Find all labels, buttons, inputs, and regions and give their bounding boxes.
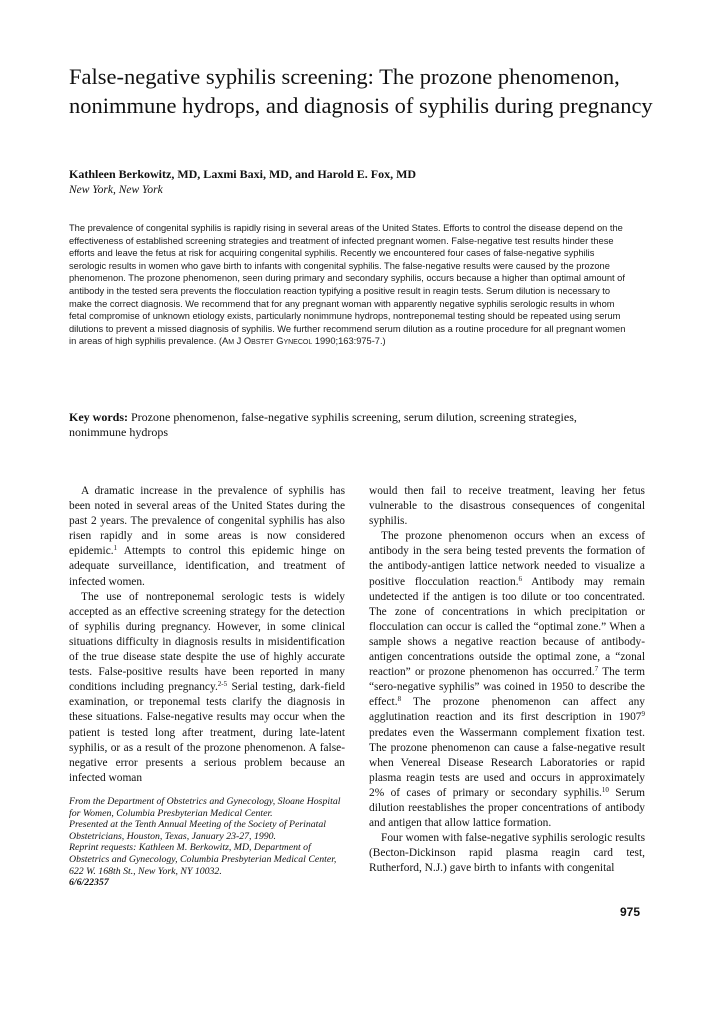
body-paragraph: would then fail to receive treatment, leaving her fetus vulnerable to the disastrous consequences of congenital syphilis. — [369, 485, 645, 528]
citation-rest: 1990;163:975-7.) — [312, 336, 386, 347]
body-text: Serum dilution reestablishes the proper concentrations of antibody and antigen that allow lattice formation. — [369, 786, 645, 830]
citation-open: ( — [218, 336, 222, 347]
citation-journal: Am J Obstet Gynecol — [222, 336, 313, 347]
article-title: False-negative syphilis screening: The prozone phenomenon, nonimmune hydrops, and diagnosis of syphilis during pregnancy — [69, 64, 653, 118]
footnote-presented: Presented at the Tenth Annual Meeting of the Society of Perinatal Obstetricians, Houston, Texas, January 23-27, 1990. — [69, 819, 327, 842]
keywords-text: Prozone phenomenon, false-negative syphilis screening, serum dilution, screening strategies, nonimmune hydrops — [69, 410, 577, 439]
author-list: Kathleen Berkowitz, MD, Laxmi Baxi, MD, and Harold E. Fox, MD — [69, 167, 417, 181]
body-text: Serial testing, dark-field examination, or treponemal tests clarify the diagnosis in these situations. False-negative results may occur when the patient is tested long after treatment, during late-latent syphilis, or as a result of the prozone phenomenon. A false-negative error presents a serious problem because an infected woman — [69, 681, 345, 784]
reference-mark: 9 — [641, 710, 645, 719]
page-number: 975 — [620, 905, 641, 919]
body-text: The term “sero-negative syphilis” was coined in 1950 to describe the effect. — [369, 666, 646, 709]
body-text: predates even the Wassermann complement fixation test. The prozone phenomenon can cause a false-negative result when Venereal Disease Research Laboratories or rapid plasma reagin tests are used and occurs in approximately 2% of cases of primary or secondary syphilis. — [369, 726, 645, 799]
reference-mark: 1 — [113, 544, 118, 553]
body-paragraph: Four women with false-negative syphilis serologic results (Becton-Dickinson rapid plasma reagin card test, Rutherford, N.J.) gave birth to infants with congenital — [369, 832, 645, 875]
body-text: Attempts to control this epidemic hinge on adequate surveillance, identification, and treatment of infected women. — [69, 545, 345, 588]
footnote-affiliation: From the Department of Obstetrics and Gynecology, Sloane Hospital for Women, Columbia Presbyterian Medical Center. — [69, 796, 341, 819]
body-text: Antibody may remain undetected if the antigen is too dilute or too concentrated. The zone of concentrations in which precipitation or flocculation can occur is called the “optimal zone.” When a sample shows a negative reaction because of antibody-antigen concentrations outside the optimal zone, a “zonal reaction” or prozone phenomenon has occurred. — [369, 575, 645, 679]
reference-mark: 10 — [601, 785, 609, 794]
reference-mark: 6 — [518, 574, 523, 583]
affiliation-footnote — [69, 796, 345, 889]
keywords — [69, 410, 629, 440]
reference-mark: 8 — [397, 695, 402, 704]
body-column-right — [369, 484, 645, 876]
author-location: New York, New York — [69, 184, 163, 196]
body-text: The use of nontreponemal serologic tests is widely accepted as an effective screening strategy for the detection of syphilis during pregnancy. However, in some clinical situations difficulty in diagnosis results in misidentification of the true disease state despite the use of highly accurate tests. False-positive results have been reported in many conditions including pregnancy. — [69, 590, 345, 694]
body-text: The prozone phenomenon occurs when an excess of antibody in the sera being tested prevents the formation of the antibody-antigen lattice network needed to visualize a positive flocculation reaction. — [369, 530, 645, 588]
reference-mark: 7 — [594, 665, 599, 674]
body-paragraph — [69, 484, 345, 590]
body-text: A dramatic increase in the prevalence of syphilis has been noted in several areas of the United States during the past 2 years. The prevalence of congenital syphilis has also risen rapidly and in some areas is now considered epidemic. — [69, 485, 345, 558]
footnote-reprint: Reprint requests: Kathleen M. Berkowitz, MD, Department of Obstetrics and Gynecology, Columbia Presbyterian Medical Center, 622 W. 168th St., New York, NY 10032. — [69, 842, 337, 877]
body-text: The prozone phenomenon can affect any agglutination reaction and its first description in 1907 — [369, 696, 645, 724]
keywords-label: Key words: — [69, 410, 128, 424]
body-paragraph — [369, 529, 645, 831]
reference-mark: 2-5 — [217, 680, 228, 689]
body-paragraph — [69, 590, 345, 786]
abstract-text: The prevalence of congenital syphilis is rapidly rising in several areas of the United States. Efforts to control the disease depend on the effectiveness of established screening strategies and treatment of infected pregnant women. False-negative test results hinder these efforts and leave the fetus at risk for acquiring congenital syphilis. Recently we encountered four cases of false-negative syphilis serologic results in women who gave birth to infants with congenital syphilis. The false-negative results were caused by the prozone phenomenon. The prozone phenomenon, seen during primary and secondary syphilis, occurs because a higher than optimal amount of antibody in the tested sera prevents the flocculation reaction typifying a positive result in reagin tests. Serum dilution is necessary to make the correct diagnosis. We recommend that for any pregnant woman with apparently negative syphilis serologic results in whom fetal compromise of unknown etiology exists, particularly nonimmune hydrops, nontreponemal testing should be repeated using serum dilutions to prevent a missed diagnosis of syphilis. We further recommend serum dilution as a routine procedure for all pregnant women in areas of high syphilis prevalence. — [69, 223, 626, 347]
abstract — [69, 222, 629, 348]
body-column-left — [69, 484, 345, 786]
footnote-code: 6/6/22357 — [69, 877, 109, 889]
